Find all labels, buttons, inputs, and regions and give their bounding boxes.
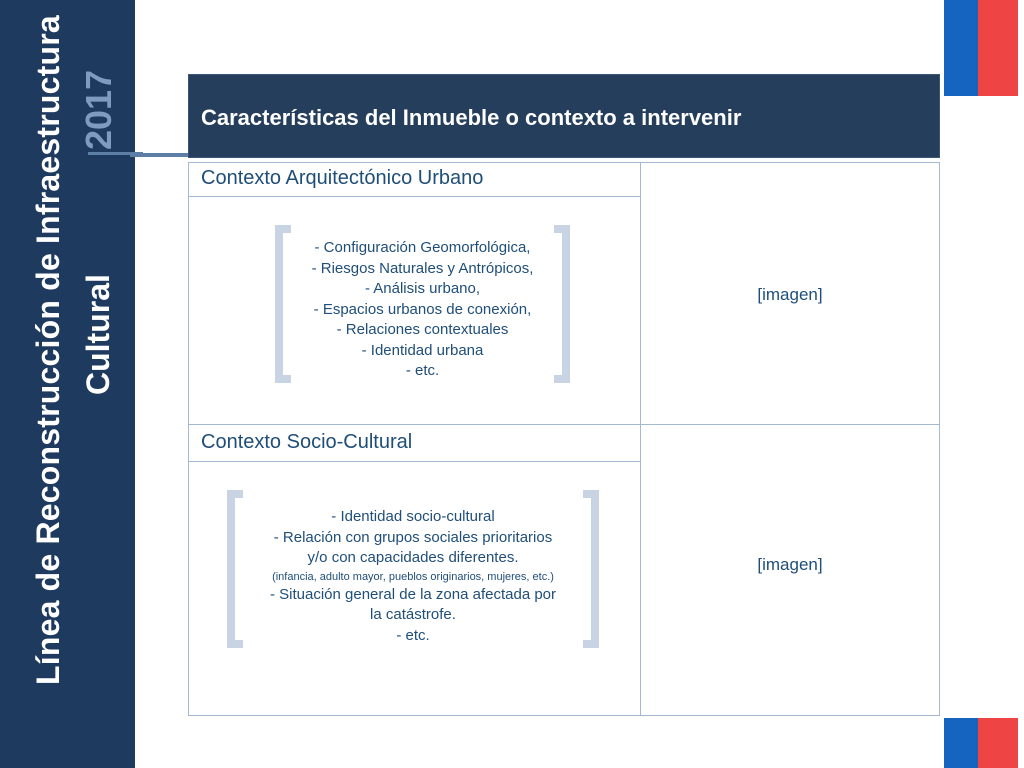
flag-top	[944, 0, 1024, 96]
characteristics-table	[188, 74, 940, 716]
section-title: Contexto Socio-Cultural	[201, 431, 413, 453]
bullet-item: - Situación general de la zona afectada por	[269, 585, 557, 603]
section-title-cell	[188, 424, 641, 462]
bullet-item: la catástrofe.	[370, 606, 456, 623]
bullet-item: - Configuración Geomorfológica,	[314, 239, 531, 256]
right-bracket	[583, 490, 599, 648]
flag-blue-stripe	[944, 0, 978, 96]
image-placeholder: [imagen]	[757, 285, 823, 304]
bracket-group	[227, 490, 599, 648]
bullet-item: - Relaciones contextuales	[336, 321, 509, 338]
bullet-item: - Identidad socio-cultural	[331, 508, 495, 525]
left-bracket	[275, 225, 291, 383]
side-title-year: 2017	[78, 69, 119, 150]
table-header	[188, 74, 940, 158]
right-bracket	[554, 225, 570, 383]
bullet-item: - Relación con grupos sociales prioritarios	[273, 528, 553, 546]
bullet-item: - Identidad urbana	[361, 341, 484, 359]
bullet-item: - etc.	[396, 626, 430, 644]
bullet-item: y/o con capacidades diferentes.	[307, 549, 519, 566]
bullet-item: - etc.	[405, 362, 440, 379]
bullet-list	[295, 238, 550, 382]
side-title-line2: Cultural	[80, 274, 116, 395]
left-bracket	[227, 490, 243, 648]
section-title-cell	[188, 162, 641, 198]
side-title-line1: Línea de Reconstrucción de Infraestructura	[30, 15, 66, 685]
image-cell	[640, 162, 940, 425]
section-content-cell	[188, 196, 641, 425]
image-cell	[640, 424, 940, 716]
bullet-note: (infancia, adulto mayor, pueblos originarios, mujeres, etc.)	[272, 570, 554, 583]
flag-bottom	[944, 718, 1024, 768]
bullet-item: - Espacios urbanos de conexión,	[313, 300, 532, 318]
section-content-cell	[188, 461, 641, 716]
bullet-item: - Análisis urbano,	[364, 280, 481, 297]
bullet-item: - Riesgos Naturales y Antrópicos,	[311, 259, 534, 277]
image-placeholder: [imagen]	[757, 555, 823, 574]
flag-blue-stripe	[944, 718, 978, 768]
flag-red-stripe	[978, 718, 1018, 768]
bracket-group	[275, 225, 570, 383]
bullet-list	[247, 507, 579, 646]
section-title: Contexto Arquitectónico Urbano	[201, 167, 484, 189]
table-header-title: Características del Inmueble o contexto a intervenir	[201, 105, 742, 130]
flag-red-stripe	[978, 0, 1018, 96]
side-title	[20, 15, 130, 685]
